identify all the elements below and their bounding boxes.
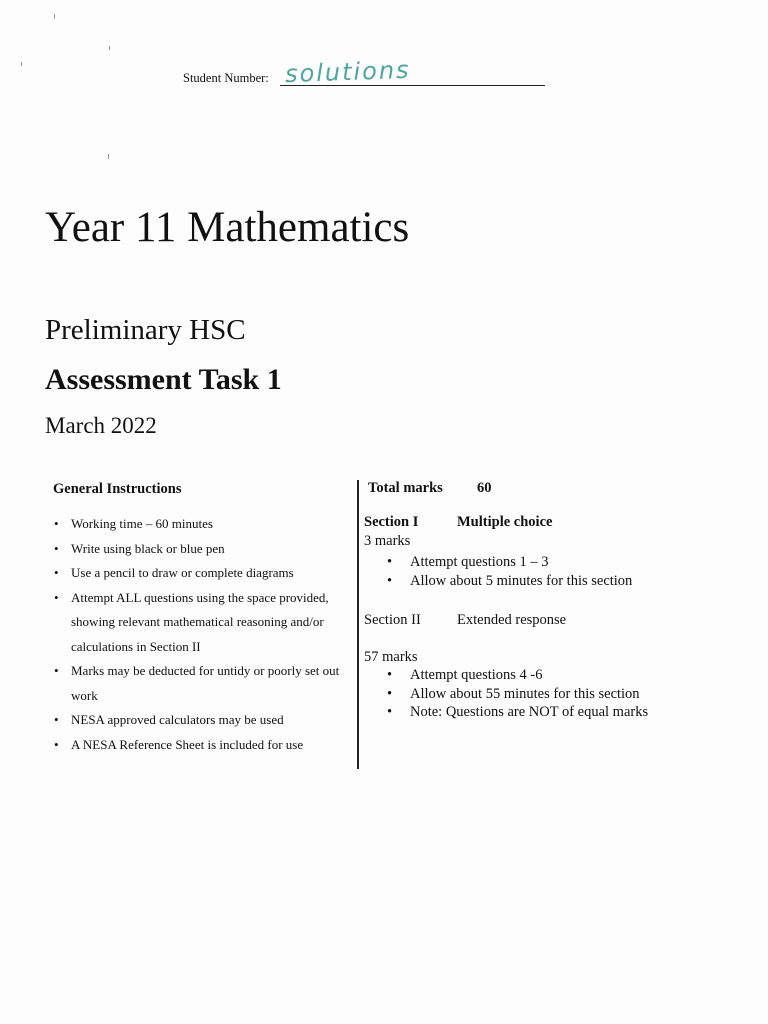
student-number-label: Student Number: [183,71,269,85]
student-number-handwritten: solutions [284,55,411,89]
list-item [50,733,350,758]
instructions-list [50,512,350,757]
scan-speck [108,154,109,159]
instruction-text: Attempt ALL questions using the space provided, showing relevant mathematical reasoning and/or calculations in Section II [71,589,329,654]
section1-list [385,553,755,590]
list-item [50,659,350,708]
list-item [50,512,350,537]
section2-title: Extended response [457,612,567,628]
section1-item-text: Allow about 5 minutes for this section [410,572,633,589]
bullet-icon: • [387,572,393,589]
section2-item-text: Note: Questions are NOT of equal marks [410,704,649,720]
list-item [50,561,350,586]
task-title: Assessment Task 1 [45,363,282,396]
section1-item-text: Attempt questions 1 – 3 [410,554,549,570]
bullet-icon: • [54,589,59,605]
course-title: Year 11 Mathematics [45,204,410,251]
list-item [50,708,350,733]
general-instructions-heading: General Instructions [53,481,182,497]
scan-speck [54,14,55,19]
instruction-text: Working time – 60 minutes [71,516,213,531]
list-item [385,703,755,722]
scan-speck [21,62,22,66]
section2-item-text: Allow about 55 minutes for this section [410,685,640,702]
instruction-text: Use a pencil to draw or complete diagrams [71,565,294,580]
instruction-text: NESA approved calculators may be used [71,712,284,727]
bullet-icon: • [54,565,59,580]
list-item [50,537,350,562]
instruction-text: Marks may be deducted for untidy or poorly set out work [71,663,340,703]
bullet-icon: • [54,663,59,678]
exam-date: March 2022 [45,413,157,438]
section2-label: Section II [364,612,421,628]
list-item [385,553,755,572]
bullet-icon: • [54,712,59,727]
bullet-icon: • [54,516,59,531]
total-marks-label: Total marks [368,480,443,496]
section2-list [385,666,755,722]
instruction-text: Write using black or blue pen [71,540,225,556]
bullet-icon: • [387,685,393,702]
list-item [385,572,755,591]
list-item [385,685,755,704]
exam-type: Preliminary HSC [45,314,246,346]
bullet-icon: • [387,554,393,570]
list-item [50,586,350,660]
section1-marks: 3 marks [364,533,411,549]
column-divider [357,480,359,769]
section1-label: Section I [364,514,419,530]
bullet-icon: • [54,736,59,752]
bullet-icon: • [54,540,59,556]
bullet-icon: • [387,704,393,720]
bullet-icon: • [387,667,393,683]
list-item [385,666,755,685]
total-marks-value: 60 [477,480,492,496]
instruction-text: A NESA Reference Sheet is included for use [71,736,304,752]
section1-title: Multiple choice [457,514,553,530]
section2-item-text: Attempt questions 4 -6 [410,667,543,683]
scan-speck [109,46,110,50]
section2-marks: 57 marks [364,649,418,665]
